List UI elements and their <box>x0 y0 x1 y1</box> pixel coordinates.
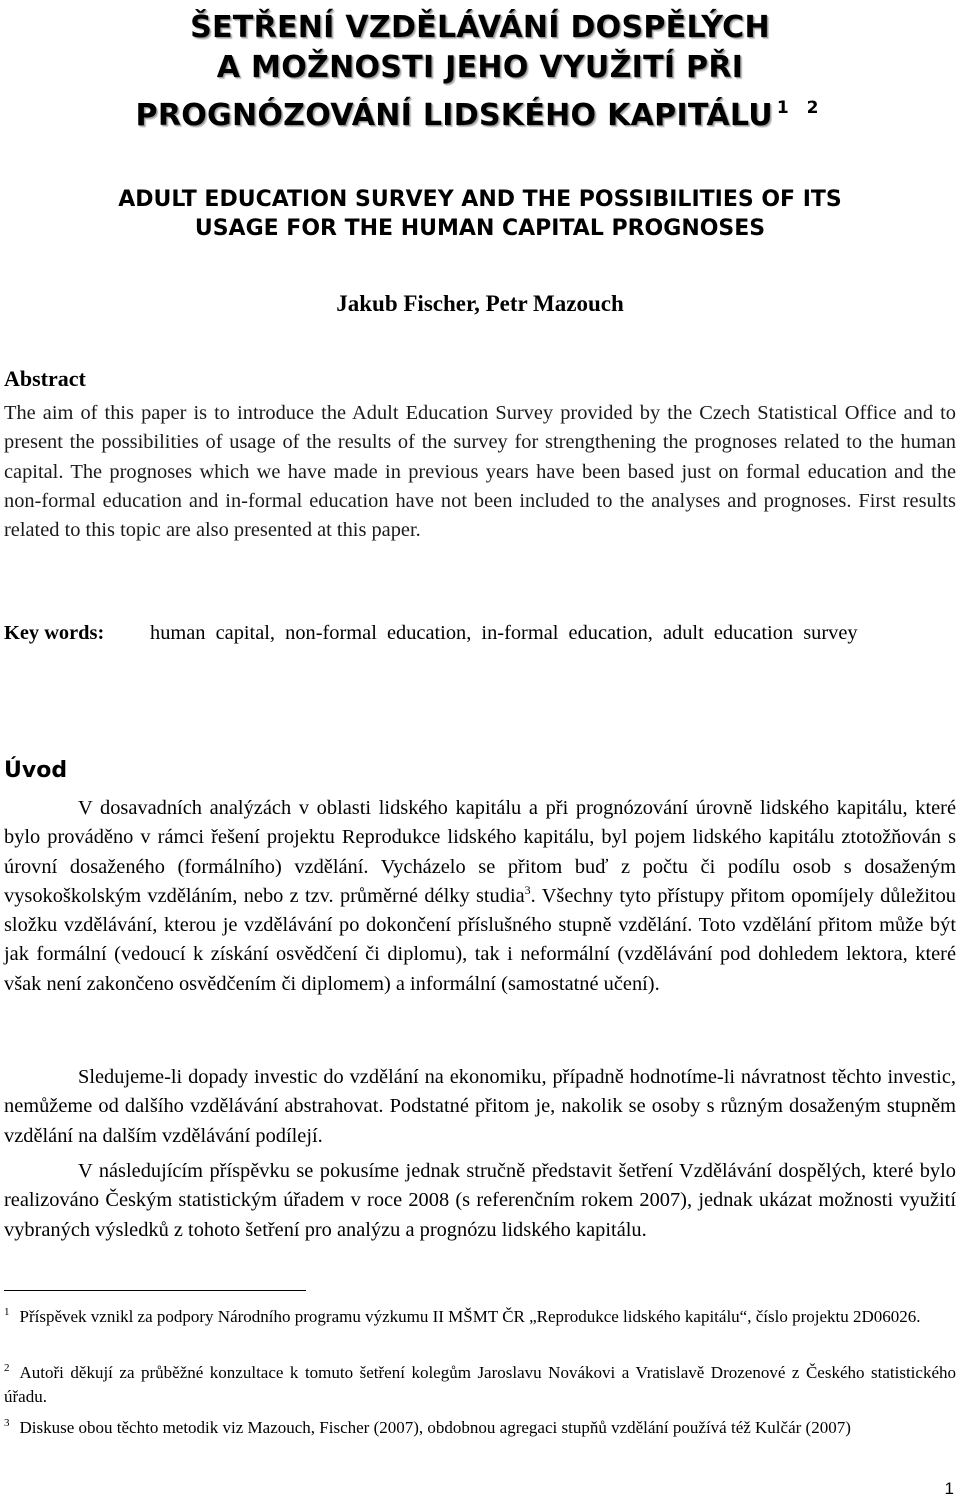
footnote-3-text: Diskuse obou těchto metodik viz Mazouch, Fischer (2007), obdobnou agregaci stupňů vzdělání používá též Kulčár (2007) <box>19 1418 851 1437</box>
keywords-text: human capital, non-formal education, in-formal education, adult education survey <box>150 622 858 644</box>
abstract-text: The aim of this paper is to introduce the Adult Education Survey provided by the Czech Statistical Office and to present the possibilities of usage of the results of the survey for strengthening the prognoses related to the human capital. The prognoses which we have made in previous years have been based just on formal education and the non-formal education and in-formal education have not been included to the analyses and prognoses. First results related to this topic are also presented at this paper. <box>4 402 956 542</box>
footnote-2-number: 2 <box>4 1362 10 1374</box>
authors: Jakub Fischer, Petr Mazouch <box>336 291 624 316</box>
intro-paragraph-1-part-b: . Všechny tyto přístupy přitom opomíjely důležitou složku vzdělávání, kterou je vzdělávání po dokončení příslušného stupně vzdělání. Toto vzdělání přitom může být jak formální (vedoucí k získání osvědčení či diplomu), tak i neformální (vzdělávání pod dohledem lektora, které však není zakončeno osvědčením či diplomem) a informální (samostatné učení). <box>4 884 956 995</box>
intro-paragraph-2: Sledujeme-li dopady investic do vzdělání na ekonomiku, případně hodnotíme-li návratnost těchto investic, nemůžeme od dalšího vzdělávání abstrahovat. Podstatné přitom je, nakolik se osoby s různým dosaženým stupněm vzdělání na dalším vzdělávání podílejí. <box>4 1066 956 1147</box>
footnote-2-text: Autoři děkují za průběžné konzultace k tomuto šetření kolegům Jaroslavu Novákovi a Vratislavě Drozenové z Českého statistického úřadu. <box>4 1363 956 1406</box>
footnote-ref-3[interactable]: 3 <box>524 882 531 897</box>
title-line-3-text: PROGNÓZOVÁNÍ LIDSKÉHO KAPITÁLU <box>135 98 773 133</box>
page-number: 1 <box>944 1479 954 1498</box>
english-title-line-2: USAGE FOR THE HUMAN CAPITAL PROGNOSES <box>194 216 766 241</box>
footnote-1-number: 1 <box>4 1306 10 1318</box>
title-line-1: ŠETŘENÍ VZDĚLÁVÁNÍ DOSPĚLÝCH <box>190 10 770 45</box>
english-title-line-1: ADULT EDUCATION SURVEY AND THE POSSIBILITIES OF ITS <box>118 187 842 212</box>
intro-paragraph-3: V následujícím příspěvku se pokusíme jednak stručně představit šetření Vzdělávání dospělých, které bylo realizováno Českým statistickým úřadem v roce 2008 (s referenčním rokem 2007), jednak ukázat možnosti využití vybraných výsledků z tohoto šetření pro analýzu a prognózu lidského kapitálu. <box>4 1160 956 1241</box>
abstract-heading: Abstract <box>4 366 86 391</box>
footnote-3-number: 3 <box>4 1417 10 1429</box>
footnote-1 <box>4 1300 956 1329</box>
footnote-1-text: Příspěvek vznikl za podpory Národního programu výzkumu II MŠMT ČR „Reprodukce lidského kapitálu“, číslo projektu 2D06026. <box>19 1307 921 1326</box>
keywords <box>4 618 956 648</box>
intro-paragraph-1-part-a: V dosavadních analýzách v oblasti lidského kapitálu a při prognózování úrovně lidského kapitálu, které bylo prováděno v rámci řešení projektu Reprodukce lidského kapitálu, byl pojem lidského kapitálu ztotožňován s úrovní dosaženého (formálního) vzdělání. Vycházelo se přitom buď z počtu či podílu osob s dosaženým vysokoškolským vzděláním, nebo z tzv. průměrné délky studia <box>4 797 956 907</box>
footnote-2 <box>4 1356 956 1409</box>
intro-paragraph-1 <box>4 794 956 999</box>
keywords-label: Key words: <box>4 622 105 644</box>
section-heading-uvod: Úvod <box>4 758 68 783</box>
title-line-3 <box>0 88 960 136</box>
paper-title <box>0 8 960 136</box>
title-line-2: A MOŽNOSTI JEHO VYUŽITÍ PŘI <box>216 50 744 85</box>
english-title <box>0 185 960 243</box>
title-footnote-marks: 1 2 <box>776 98 825 118</box>
footnote-separator <box>4 1290 306 1291</box>
footnote-3 <box>4 1411 956 1440</box>
